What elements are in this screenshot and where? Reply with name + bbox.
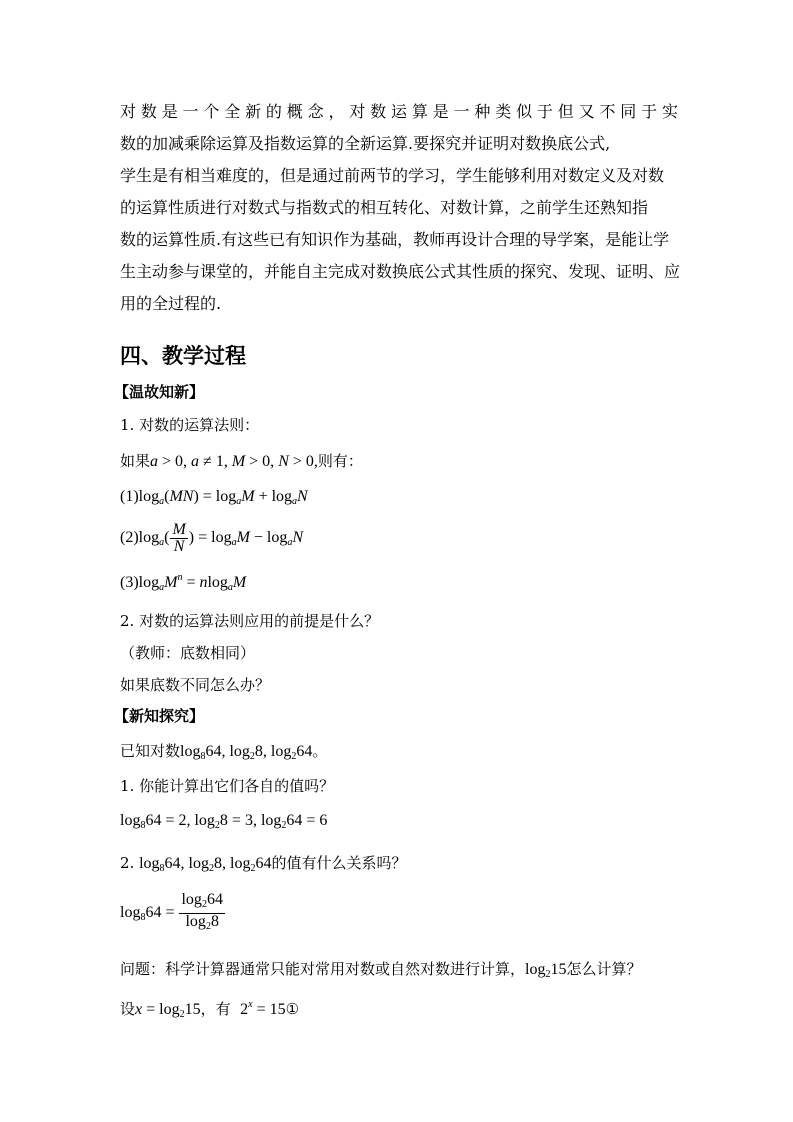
q2-prefix: 2. [120, 854, 135, 872]
review-question-1: 1. 对数的运算法则： [120, 416, 260, 434]
log-rule-3: $(3)\log_aM^n = nlog_aM$ [120, 572, 247, 593]
q2-formula: $\log_864$, $\log_28$, $\log_264$ [139, 855, 272, 874]
section-title: 四、教学过程 [120, 344, 246, 368]
review-question-3: 如果底数不同怎么办？ [120, 676, 271, 694]
set-formula-1: $x = \log_215$ [135, 1001, 201, 1020]
intro-line: 数的加减乘除运算及指数运算的全新运算.要探究并证明对数换底公式, [120, 134, 611, 153]
condition-suffix: 则有： [317, 452, 363, 470]
intro-line: 数的运算性质.有这些已有知识作为基础，教师再设计合理的导学案，是能让学 [120, 230, 670, 249]
explore-values: $\log_864 = 2$, $\log_28 = 3$, $\log_264 = 6$ [120, 812, 328, 831]
explore-set [120, 998, 299, 1020]
given-prefix: 已知对数 [120, 742, 181, 760]
explore-question-1: 1. 你能计算出它们各自的值吗？ [120, 777, 335, 795]
problem-formula: $\log_215$ [525, 961, 567, 980]
condition-prefix: 如果 [120, 452, 151, 470]
given-formula: $\log_864$, $\log_28$, $\log_264$ [180, 743, 313, 762]
set-formula-2: $2^x = 15$ [240, 999, 286, 1018]
intro-line: 的运算性质进行对数式与指数式的相互转化、对数计算，之前学生还熟知指 [120, 198, 649, 217]
set-suffix: ① [285, 1000, 300, 1018]
intro-line: 生主动参与课堂的，并能自主完成对数换底公式其性质的探究、发现、证明、应 [120, 262, 681, 281]
log-rule-2: $(2)\log_a$( $\frac{M}{N}$ ) = $\log_aM - \log_aN$ [120, 521, 304, 555]
set-middle: ，有 [200, 1000, 231, 1018]
review-condition [120, 450, 363, 471]
problem-prefix: 问题：科学计算器通常只能对常用对数或自然对数进行计算， [120, 960, 526, 978]
intro-paragraph [120, 96, 681, 320]
explore-heading: 【新知探究】 [114, 707, 205, 725]
explore-problem [120, 958, 641, 980]
set-prefix: 设 [120, 1000, 136, 1018]
q2-suffix: 的值有什么关系吗？ [271, 854, 407, 872]
review-question-2: 2. 对数的运算法则应用的前提是什么？ [120, 612, 380, 630]
log-rule-1: $(1)\log_a(MN) = \log_aM + \log_aN$ [120, 488, 308, 507]
explore-relation: $\log_864$ = $\frac{\log_264}{\log_28}$ [120, 891, 223, 932]
explore-given [120, 740, 327, 762]
teacher-answer: （教师：底数相同） [120, 644, 256, 662]
explore-question-2 [120, 852, 406, 874]
intro-line: 用的全过程的. [120, 294, 222, 313]
problem-suffix: 怎么计算？ [566, 960, 642, 978]
intro-line: 对数是一个全新的概念，对数运算是一种类似于但又不同于实 [120, 102, 678, 121]
given-suffix: 。 [312, 742, 328, 760]
condition-formula: a > 0, a ≠ 1, M > 0, N > 0, [150, 453, 318, 470]
review-heading: 【温故知新】 [114, 383, 205, 401]
intro-line: 学生是有相当难度的，但是通过前两节的学习，学生能够利用对数定义及对数 [120, 166, 665, 185]
